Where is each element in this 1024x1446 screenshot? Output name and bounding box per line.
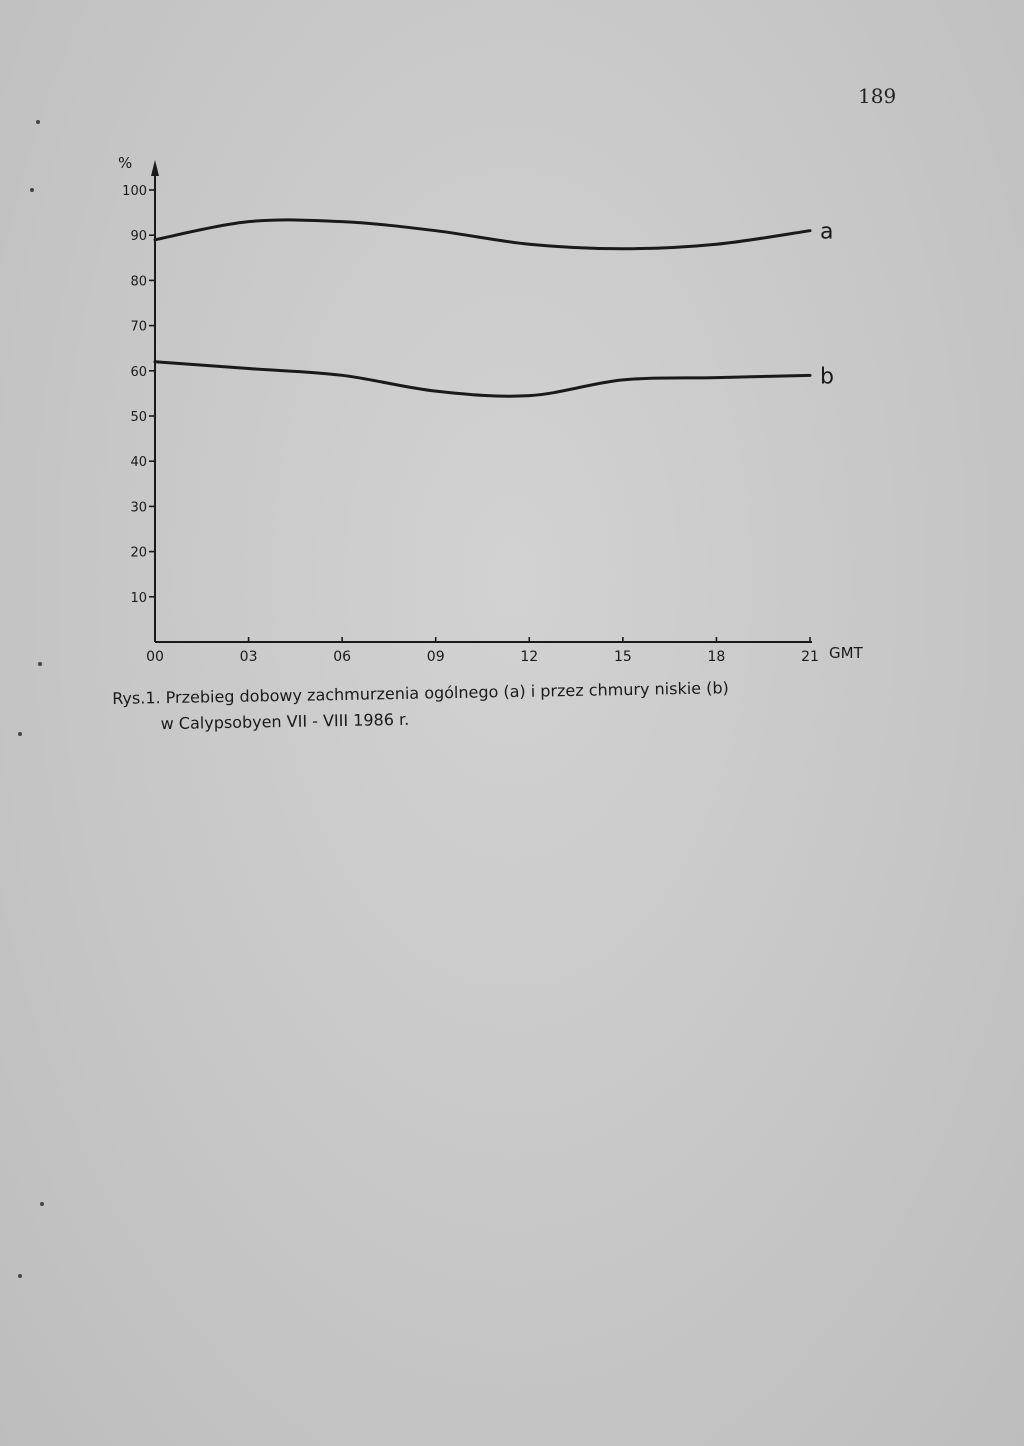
figure-caption — [112, 673, 873, 738]
page-number: 189 — [858, 84, 897, 108]
x-tick-label: 18 — [707, 649, 726, 665]
x-tick-label: 00 — [146, 649, 164, 665]
y-tick-label: 30 — [130, 500, 147, 516]
y-axis-arrow-icon — [151, 160, 159, 176]
caption-line-2: w Calypsobyen VII - VIII 1986 r. — [160, 709, 410, 734]
y-tick-label: 70 — [130, 319, 147, 335]
series-line-a — [155, 220, 810, 249]
series-label-a: a — [820, 219, 834, 245]
scan-mark — [40, 1202, 44, 1206]
scan-mark — [18, 1274, 22, 1278]
y-tick-label: 60 — [130, 364, 147, 380]
y-tick-label: 50 — [130, 410, 147, 425]
y-tick-label: 10 — [130, 590, 147, 606]
y-tick-label: 90 — [130, 229, 147, 245]
x-axis-label: GMT — [829, 644, 863, 662]
y-tick-label: 20 — [130, 545, 147, 561]
y-ticks — [122, 184, 155, 606]
y-tick-label: 40 — [130, 455, 147, 471]
series-lines — [155, 220, 810, 396]
x-tick-label: 21 — [801, 649, 819, 665]
scan-mark — [18, 732, 22, 736]
caption-line-1: Rys.1. Przebieg dobowy zachmurzenia ogólnego (a) i przez chmury niskie (b) — [112, 678, 729, 708]
y-tick-label: 80 — [130, 274, 147, 290]
x-tick-label: 15 — [613, 649, 632, 665]
series-labels — [820, 220, 834, 390]
y-axis-label: % — [118, 154, 133, 172]
cloudiness-line-chart — [0, 0, 1024, 680]
x-tick-label: 09 — [426, 649, 445, 665]
series-line-b — [155, 362, 810, 396]
x-tick-label: 12 — [520, 649, 539, 665]
x-tick-label: 03 — [239, 649, 258, 665]
series-label-b: b — [820, 364, 834, 390]
y-tick-label: 100 — [122, 184, 147, 199]
x-tick-label: 06 — [333, 649, 352, 665]
